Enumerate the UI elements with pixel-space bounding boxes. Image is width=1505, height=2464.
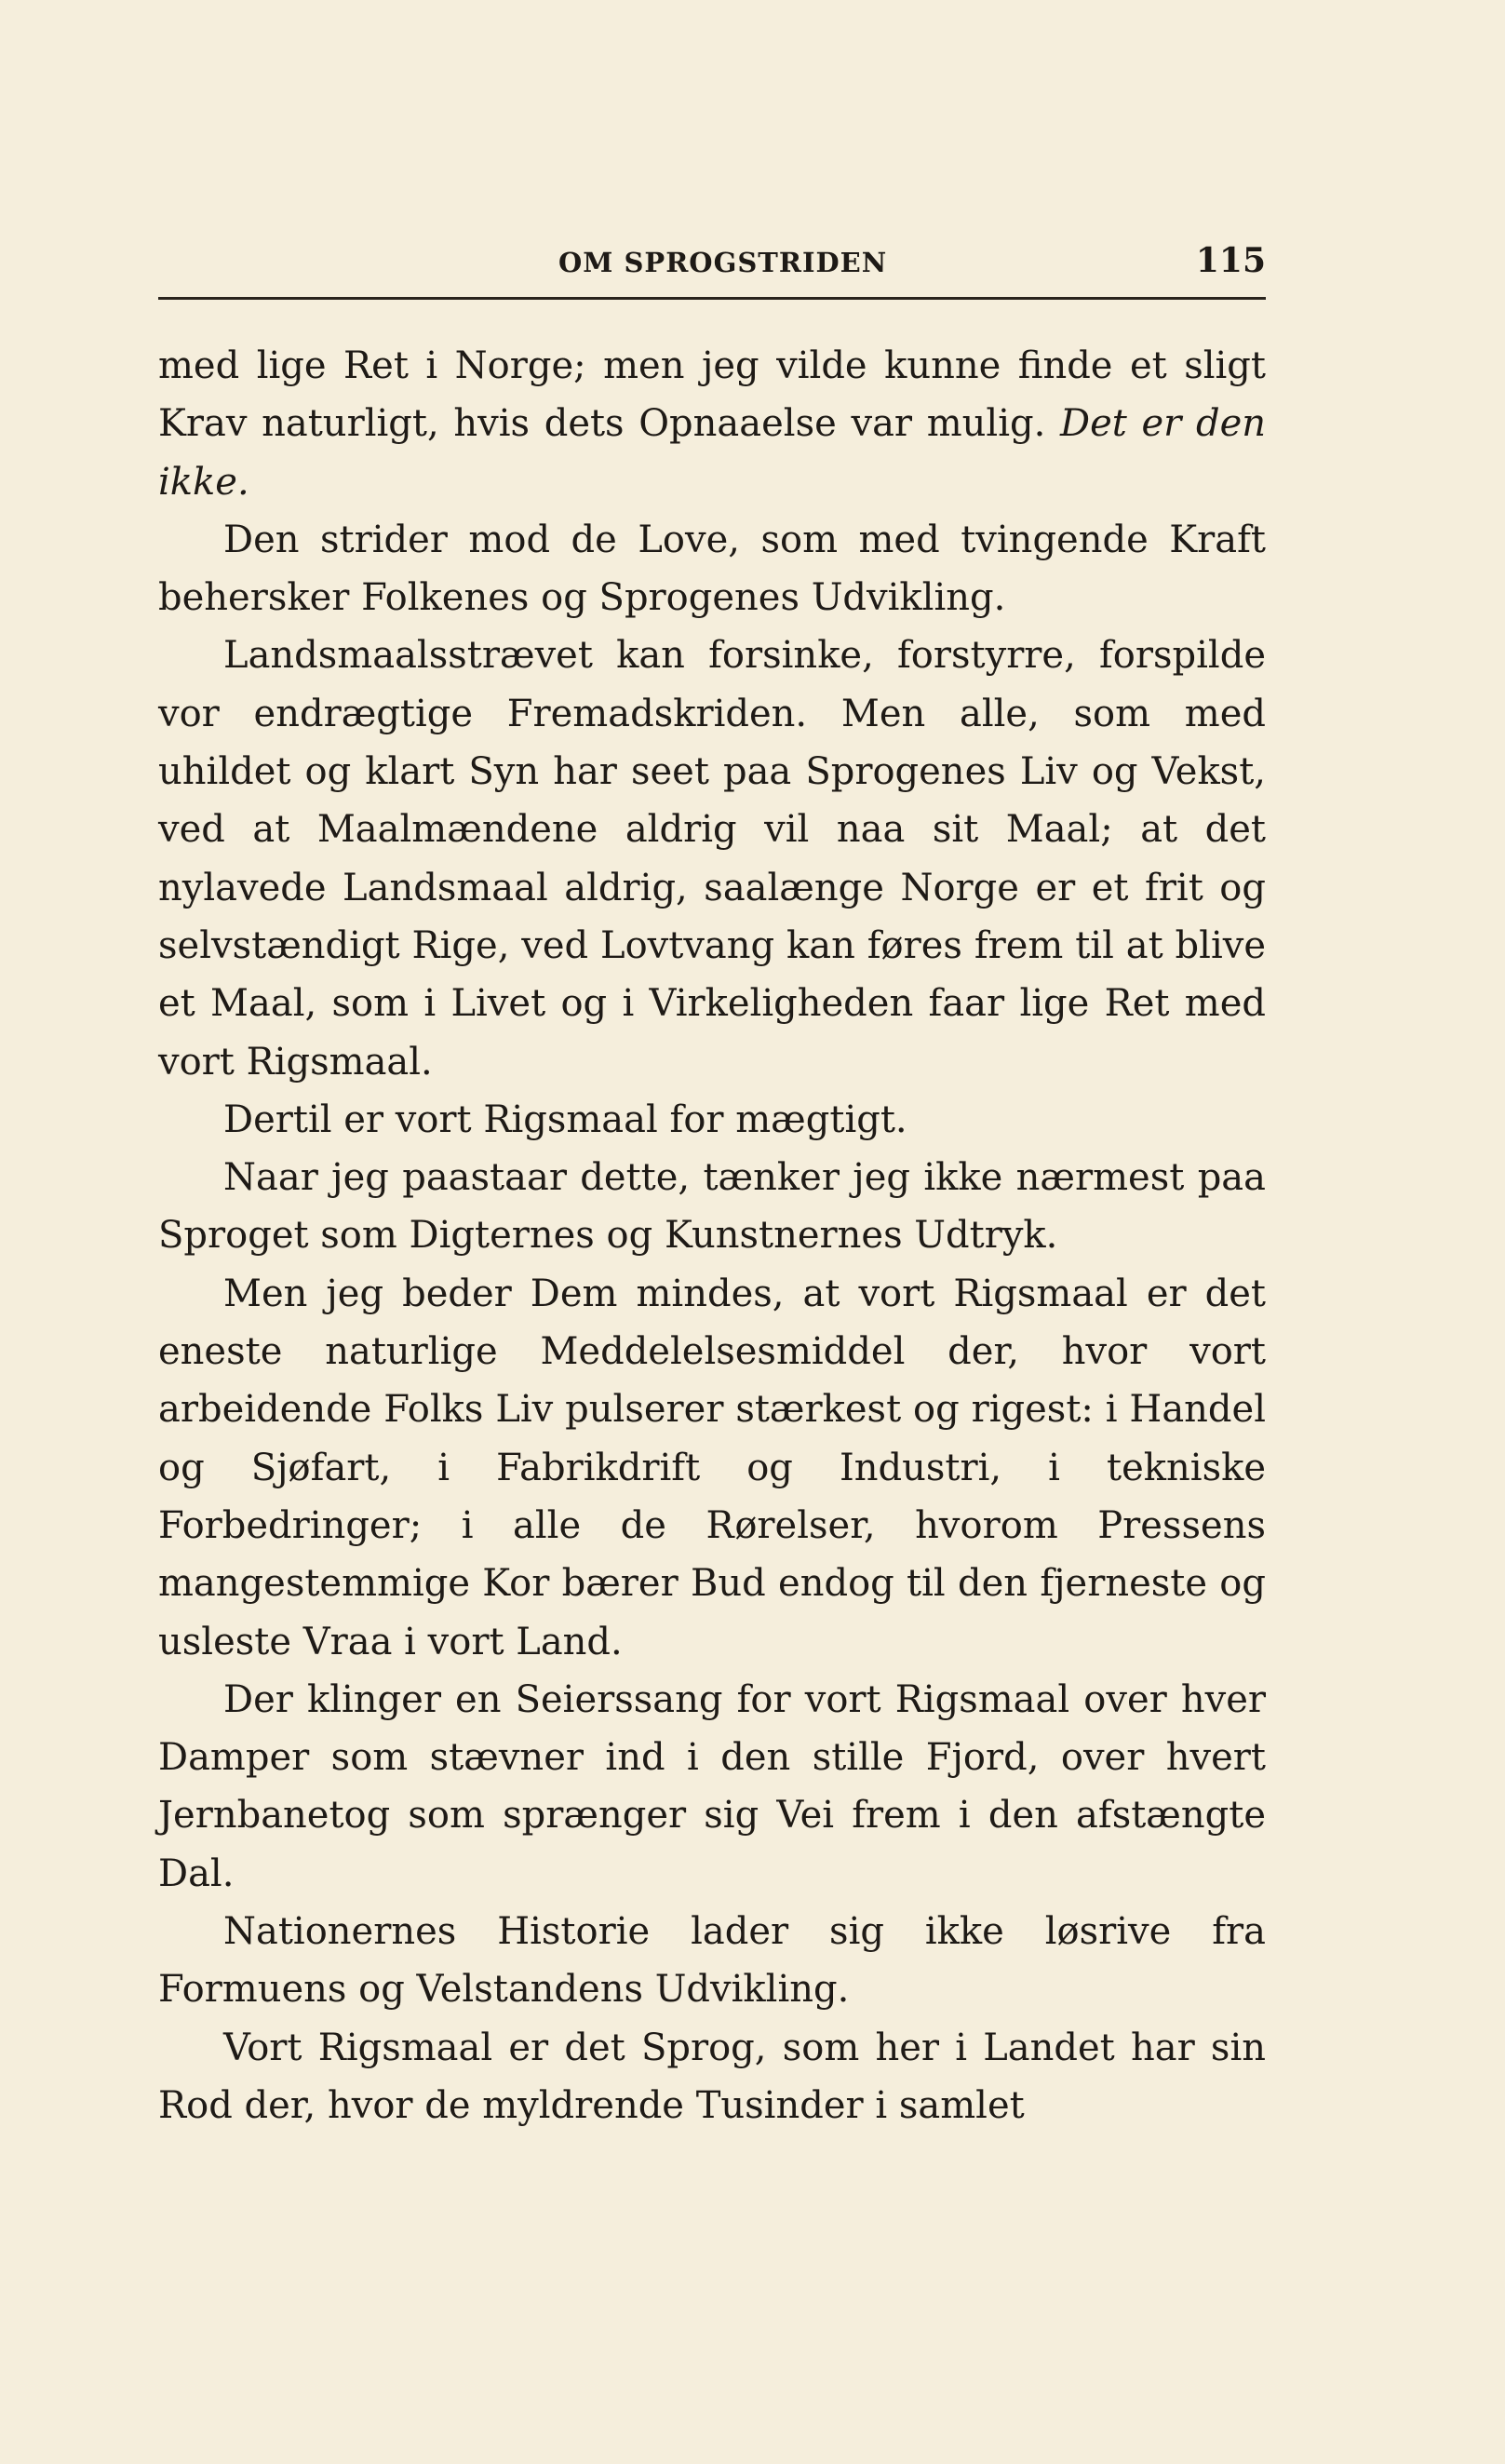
paragraph-9: Vort Rigsmaal er det Sprog, som her i Landet har sin Rod der, hvor de myldrende Tusinder i samlet [158,2026,1266,2127]
paragraph-1-italic: Det er den ikke. [158,402,1267,504]
paragraph-6: Men jeg beder Dem mindes, at vort Rigsmaal er det eneste naturlige Meddelelsesmiddel der, hvor vort arbeidende Folks Liv pulserer stærkest og rigest: i Handel og Sjøfart, i Fabrikdrift og Industri, i tekniske Forbedringer; i alle de Rørelser, hvorom Pressens mangestemmige Kor bærer Bud endog til den fjerneste og usleste Vraa i vort Land. [158,1272,1266,1663]
header-rule [158,297,1266,300]
running-title: OM SPROGSTRIDEN [558,247,888,278]
paragraph-1 [158,337,1266,511]
paragraph-8: Nationernes Historie lader sig ikke løsrive fra Formuens og Velstandens Udvikling. [158,1910,1266,2012]
running-head [158,237,1266,293]
paragraph-7: Der klinger en Seierssang for vort Rigsmaal over hver Damper som stævner ind i den stille Fjord, over hvert Jernbanetog som sprænger sig Vei frem i den afstængte Dal. [158,1677,1266,1895]
page-number: 115 [1195,241,1266,280]
paragraph-1-text: med lige Ret i Norge; men jeg vilde kunne finde et sligt Krav naturligt, hvis dets Opnaaelse var mulig. [158,344,1266,446]
paragraph-5: Naar jeg paastaar dette, tænker jeg ikke nærmest paa Sproget som Digternes og Kunstnernes Udtryk. [158,1156,1266,1258]
paragraph-4: Dertil er vort Rigsmaal for mægtigt. [223,1097,907,1141]
body-text [158,337,1266,2134]
paragraph-3: Landsmaalsstrævet kan forsinke, forstyrre, forspilde vor endrægtige Fremadskriden. Men alle, som med uhildet og klart Syn har seet paa Sprogenes Liv og Vekst, ved at Maalmændene aldrig vil naa sit Maal; at det nylavede Landsmaal aldrig, saalænge Norge er et frit og selvstændigt Rige, ved Lovtvang kan føres frem til at blive et Maal, som i Livet og i Virkeligheden faar lige Ret med vort Rigsmaal. [158,634,1266,1084]
paragraph-2: Den strider mod de Love, som med tvingende Kraft behersker Folkenes og Sprogenes Udvikling. [158,518,1266,620]
